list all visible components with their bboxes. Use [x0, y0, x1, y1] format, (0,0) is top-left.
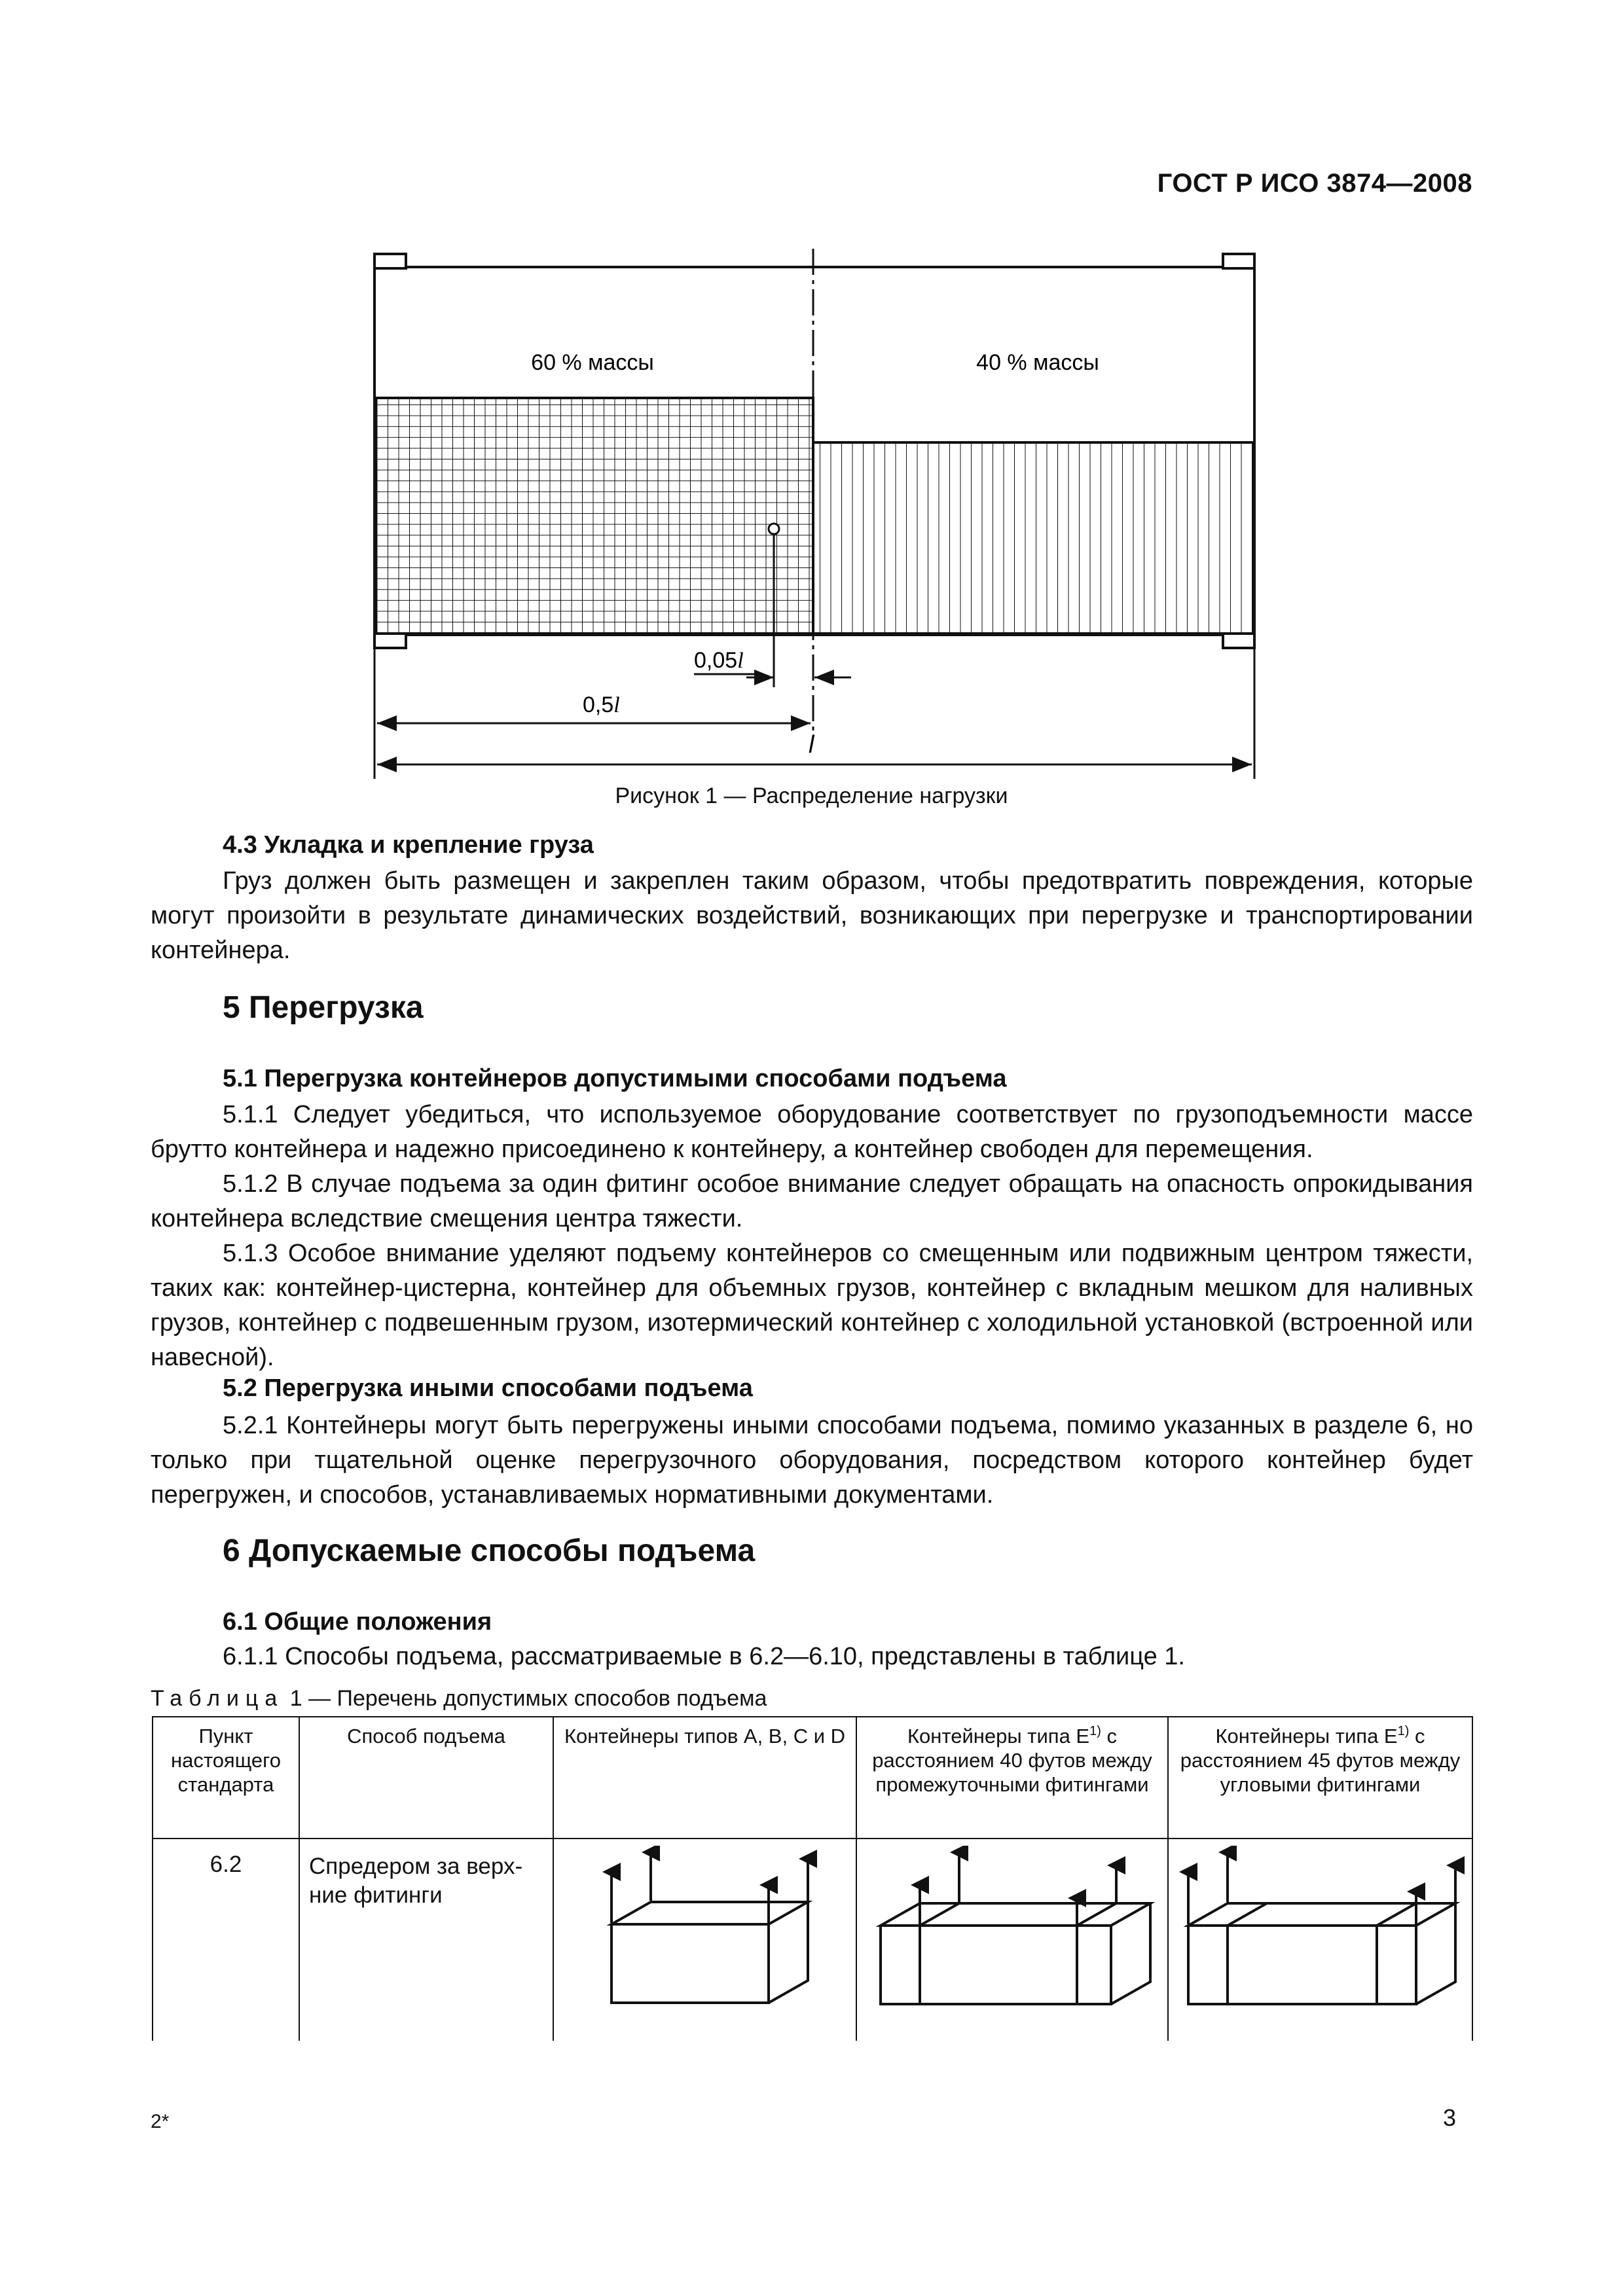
section-4-3-heading: 4.3 Укладка и крепление груза — [223, 831, 594, 859]
dimension-005l — [694, 648, 851, 677]
para-5-1-2: 5.1.2 В случае подъема за один фитинг особое внимание следует обращать на опасность опрокидывания контейнера вследствие смещения центра тяжести. — [151, 1170, 1473, 1232]
container-e45-illustration — [1168, 1839, 1472, 2041]
page-number: 3 — [1442, 2104, 1456, 2131]
container-abcd-illustration — [553, 1839, 856, 2041]
col-header-abcd: Контейнеры типов A, B, C и D — [553, 1717, 856, 1839]
document-code: ГОСТ Р ИСО 3874—2008 — [1157, 169, 1472, 198]
corner-fitting — [374, 254, 406, 268]
dimension-05l — [374, 648, 811, 779]
dim-05-value: 0,5 — [583, 692, 614, 717]
dim-l-value: l — [809, 731, 814, 759]
heavy-load-block — [376, 398, 813, 634]
section-6-1-heading: 6.1 Общие положения — [223, 1608, 492, 1636]
table-header-row — [153, 1717, 1472, 1839]
dimension-l — [377, 648, 1254, 779]
para-5-1-1: 5.1.1 Следует убедиться, что используемое оборудование соответствует по грузоподъемности массе брутто контейнера и надежно присоединено к контейнеру, а контейнер свободен для перемещения. — [151, 1101, 1473, 1163]
section-4-3-text: Груз должен быть размещен и закреплен таким образом, чтобы предотвратить повреждения, которые могут произойти в результате динамических воздействий, возникающих при перегрузке и транспортировании контейнера. — [151, 867, 1473, 964]
right-mass-label: 40 % массы — [976, 350, 1099, 375]
lift-diagram-e40 — [862, 1846, 1161, 2029]
svg-text:0,05l: 0,05l — [694, 648, 744, 673]
svg-text:0,5l: 0,5l — [583, 692, 620, 717]
dim-005-value: 0,05 — [694, 648, 738, 673]
left-mass-label: 60 % массы — [531, 350, 654, 375]
corner-fitting — [374, 634, 406, 648]
para-6-1-1: 6.1.1 Способы подъема, рассматриваемые в 6.2—6.10, представлены в таблице 1. — [223, 1643, 1185, 1670]
para-5-2-1: 5.2.1 Контейнеры могут быть перегружены иными способами подъема, помимо указанных в разделе 6, но только при тщательной оценке перегрузочного оборудования, посредством которого контейнер будет перегружен, и способов, устанавливаемых нормативными документами. — [151, 1412, 1473, 1509]
light-load-block — [813, 442, 1253, 634]
col-header-e45: Контейнеры типа $E^{1)}$ с расстоянием 45 футов между угловыми фитингами — [1168, 1717, 1472, 1839]
corner-fitting — [1223, 634, 1254, 648]
figure-caption: Рисунок 1 — Распределение нагрузки — [615, 783, 1008, 808]
section-5-2-heading: 5.2 Перегрузка иными способами подъема — [223, 1374, 753, 1402]
para-5-1-3: 5.1.3 Особое внимание уделяют подъему контейнеров со смещенным или подвижным центром тяжести, таких как: контейнер-цистерна, контейнер для объемных грузов, контейнер с вкладным мешком для наливных грузов, контейнер с подвешенным грузом, изотермический контейнер с холодильной установкой (встроенной или навесной). — [151, 1240, 1473, 1371]
section-5-heading: 5 Перегрузка — [223, 990, 424, 1025]
col-header-clause: Пункт настоящего стандарта — [153, 1717, 299, 1839]
lifting-methods-table — [152, 1716, 1473, 2041]
corner-fitting — [1223, 254, 1254, 268]
section-5-1-heading: 5.1 Перегрузка контейнеров допустимыми способами подъема — [223, 1065, 1007, 1092]
row-method: Спредером за верх-ние фитинги — [299, 1839, 553, 2041]
container-e40-illustration — [856, 1839, 1168, 2041]
row-clause: 6.2 — [153, 1839, 299, 2041]
col-header-method: Способ подъема — [299, 1717, 553, 1839]
table-row — [153, 1839, 1472, 2041]
center-of-gravity-marker — [769, 524, 779, 534]
sheet-mark: 2* — [151, 2111, 170, 2132]
load-distribution-figure — [367, 242, 1270, 785]
table-caption: Таблица 1 — Перечень допустимых способов подъема — [151, 1686, 767, 1711]
section-6-heading: 6 Допускаемые способы подъема — [223, 1534, 756, 1568]
lift-diagram-abcd — [559, 1846, 847, 2029]
col-header-e40: Контейнеры типа $E^{1)}$ с расстоянием 40 футов между промежуточными фитингами — [856, 1717, 1168, 1839]
lift-diagram-e45 — [1174, 1846, 1466, 2029]
